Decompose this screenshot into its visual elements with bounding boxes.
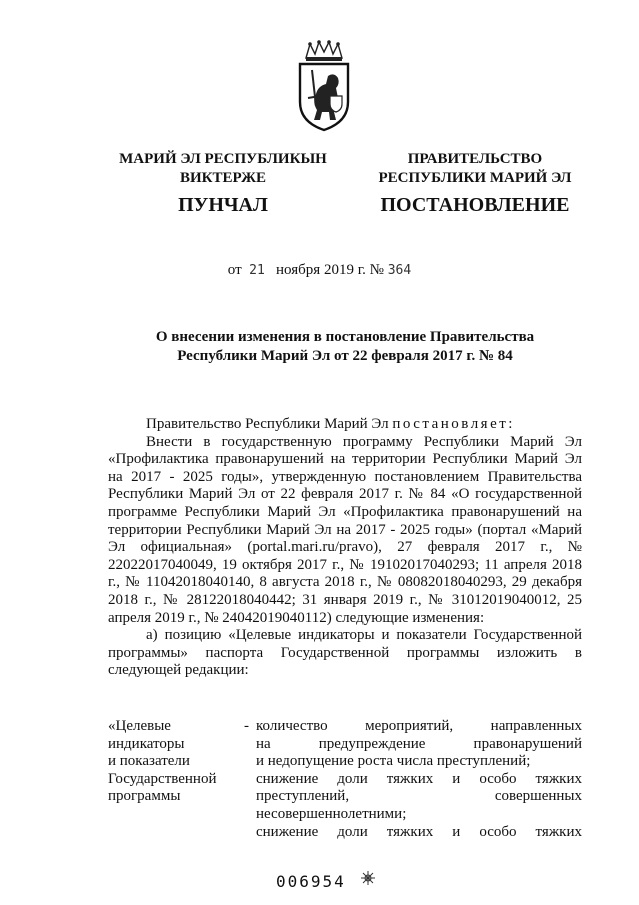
coat-of-arms-emblem (296, 40, 352, 132)
document-number: 364 (387, 263, 412, 278)
header-right-line1: ПРАВИТЕЛЬСТВО (407, 151, 543, 167)
table-right-line: количество мероприятий, направленных (256, 718, 582, 734)
document-title (108, 328, 582, 366)
table-right-line: несовершеннолетними; (256, 805, 407, 822)
table-left-line: «Целевые (108, 718, 171, 734)
header-right-doc-type: ПОСТАНОВЛЕНИЕ (380, 194, 570, 216)
date-prefix: от (227, 262, 242, 278)
header-left-doc-type: ПУНЧАЛ (178, 194, 268, 216)
body-p1-end: : (508, 416, 513, 432)
table-right-line: снижение доли тяжких и особо тяжких (256, 770, 582, 787)
table-right-line: снижение доли тяжких и особо тяжких (256, 823, 582, 840)
indicators-table-right-column (256, 718, 582, 841)
header-right-line2: РЕСПУБЛИКИ МАРИЙ ЭЛ (378, 170, 572, 186)
header-left-line2: ВИКТЕРЖЕ (179, 170, 267, 186)
document-date-line (0, 262, 639, 279)
table-left-line: программы (108, 788, 181, 805)
indicators-table-left-column (108, 718, 240, 806)
table-left-line: и показатели (108, 753, 190, 770)
form-serial-number: 006954 (276, 872, 346, 891)
body-paragraph-1 (108, 416, 582, 434)
table-right-line: на предупреждение правонарушений (256, 735, 582, 752)
title-line1: О внесении изменения в постановление Правительства (155, 329, 535, 345)
date-day: 21 (249, 263, 265, 278)
body-paragraph-3: а) позицию «Целевые индикаторы и показатели Государственной программы» паспорта Государственной программы изложить в следующей редакции: (108, 627, 582, 679)
body-paragraph-2: Внести в государственную программу Республики Марий Эл «Профилактика правонарушений на территории Республики Марий Эл на 2017 - 2025 годы», утвержденную постановлением Правительства Республики Марий Эл от 22 февраля 2017 г. № 84 «О государственной программе Республики Марий Эл «Профилактика правонарушений на территории Республики Марий Эл на 2017 - 2025 годы» (портал «Марий Эл официальная» (portal.mari.ru/pravo), 27 февраля 2017 г., № 22022017040049, 19 октября 2017 г., № 19102017040293; 11 апреля 2018 г., № 11042018040140, 8 августа 2018 г., № 08082018040293, 29 декабря 2018 г., № 28122018040442; 31 января 2019 г., № 31012019040012, 25 апреля 2019 г., № 24042019040112) следующие изменения: (108, 433, 582, 626)
document-body (108, 416, 582, 680)
table-left-line: индикаторы (108, 735, 185, 752)
table-right-line: и недопущение роста числа преступлений; (256, 753, 531, 770)
header-left-line1: МАРИЙ ЭЛ РЕСПУБЛИКЫН (119, 151, 327, 167)
date-month-year: ноября 2019 г. № (276, 262, 384, 278)
table-dash: - (244, 718, 249, 734)
table-left-line: Государственной (108, 770, 217, 787)
body-p1-start: Правительство Республики Марий Эл (146, 416, 393, 432)
body-p1-decree-word: постановляет (392, 416, 509, 432)
title-line2: Республики Марий Эл от 22 февраля 2017 г. № 84 (177, 348, 513, 364)
rosette-icon (360, 870, 376, 886)
table-right-line: преступлений, совершенных (256, 788, 582, 805)
